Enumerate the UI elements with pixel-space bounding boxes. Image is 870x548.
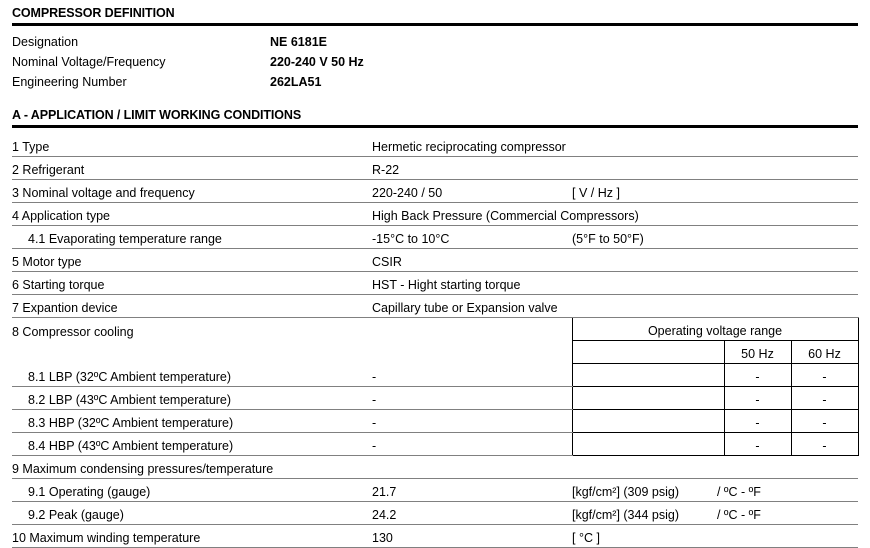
spec-label: 8.2 LBP (43ºC Ambient temperature) [12, 387, 372, 410]
spec-label: 8 Compressor cooling [12, 324, 134, 339]
spec-value [372, 456, 858, 479]
table-row [12, 157, 858, 180]
definition-label: Designation [12, 35, 79, 49]
section-title-compressor-definition: COMPRESSOR DEFINITION [12, 6, 175, 20]
table-row [12, 387, 858, 410]
table-row [12, 295, 858, 318]
spec-value: 130 [372, 525, 572, 548]
definition-label: Nominal Voltage/Frequency [12, 55, 166, 69]
spec-unit: [ °C ] [572, 525, 858, 548]
definition-value: NE 6181E [270, 35, 327, 49]
definition-row [12, 72, 858, 92]
spec-label: 4.1 Evaporating temperature range [12, 226, 372, 249]
spec-unit: [kgf/cm²] (309 psig) [572, 485, 679, 499]
table-row [12, 479, 858, 502]
table-row [12, 502, 858, 525]
spec-label: 10 Maximum winding temperature [12, 525, 372, 548]
spec-label: 8.4 HBP (43ºC Ambient temperature) [12, 433, 372, 456]
spec-label: 9 Maximum condensing pressures/temperature [12, 456, 372, 479]
table-row [12, 134, 858, 157]
spacer-cell [572, 433, 724, 456]
spec-unit: [ V / Hz ] [572, 180, 858, 203]
cooling-value-60hz: - [791, 387, 858, 410]
spec-value: 21.7 [372, 479, 572, 502]
definition-value: 220-240 V 50 Hz [270, 55, 364, 69]
spec-value: 220-240 / 50 [372, 180, 572, 203]
spec-value: High Back Pressure (Commercial Compressors) [372, 203, 858, 226]
definition-table [12, 32, 858, 92]
spec-unit-group [572, 479, 858, 502]
table-row [12, 226, 858, 249]
spec-value: -15°C to 10°C [372, 226, 572, 249]
table-row [12, 180, 858, 203]
spec-unit-temperature: / ºC - ºF [716, 508, 761, 522]
spec-label: 7 Expantion device [12, 295, 372, 318]
cooling-group-header: Operating voltage range [572, 318, 858, 341]
spec-label: 3 Nominal voltage and frequency [12, 180, 372, 203]
spacer-cell [12, 341, 372, 364]
spec-value: - [372, 387, 572, 410]
column-header-60hz: 60 Hz [791, 341, 858, 364]
spec-value: Capillary tube or Expansion valve [372, 295, 858, 318]
spec-unit: (5°F to 50°F) [572, 226, 858, 249]
section-divider-top [12, 23, 858, 26]
spec-label: 9.2 Peak (gauge) [12, 502, 372, 525]
cooling-value-50hz: - [724, 387, 791, 410]
table-row [12, 433, 858, 456]
spec-value-empty [372, 318, 572, 341]
table-row [12, 525, 858, 548]
spec-value: HST - Hight starting torque [372, 272, 858, 295]
spec-label: 2 Refrigerant [12, 157, 372, 180]
spec-value: R-22 [372, 157, 858, 180]
section-title-application-limits: A - APPLICATION / LIMIT WORKING CONDITIONS [12, 108, 302, 122]
table-row [12, 364, 858, 387]
definition-label: Engineering Number [12, 75, 127, 89]
definition-value: 262LA51 [270, 75, 322, 89]
spacer-cell [572, 410, 724, 433]
spec-value: - [372, 364, 572, 387]
spec-value: Hermetic reciprocating compressor [372, 134, 858, 157]
table-row-cooling-subheader [12, 341, 858, 364]
spec-value: - [372, 433, 572, 456]
table-row [12, 203, 858, 226]
spec-unit: [kgf/cm²] (344 psig) [572, 508, 679, 522]
table-row-compressor-cooling [12, 318, 858, 341]
section-divider-application [12, 125, 858, 128]
spec-label: 8.1 LBP (32ºC Ambient temperature) [12, 364, 372, 387]
definition-row [12, 32, 858, 52]
spec-label: 9.1 Operating (gauge) [12, 479, 372, 502]
spacer [12, 92, 858, 102]
spec-value: 24.2 [372, 502, 572, 525]
spacer-cell [572, 364, 724, 387]
table-row [12, 272, 858, 295]
spec-value: - [372, 410, 572, 433]
cooling-value-50hz: - [724, 364, 791, 387]
cooling-value-50hz: - [724, 433, 791, 456]
cooling-value-60hz: - [791, 364, 858, 387]
column-header-50hz: 50 Hz [724, 341, 791, 364]
spec-label: 4 Application type [12, 203, 372, 226]
table-row [12, 456, 858, 479]
spec-label: 6 Starting torque [12, 272, 372, 295]
spec-label: 5 Motor type [12, 249, 372, 272]
spec-label: 1 Type [12, 134, 372, 157]
spec-label: 8.3 HBP (32ºC Ambient temperature) [12, 410, 372, 433]
spacer-cell [572, 341, 724, 364]
specification-table [12, 134, 859, 548]
spec-unit-temperature: / ºC - ºF [716, 485, 761, 499]
spacer-cell [572, 387, 724, 410]
cooling-value-50hz: - [724, 410, 791, 433]
table-row [12, 249, 858, 272]
spec-value: CSIR [372, 249, 858, 272]
spacer-cell [372, 341, 572, 364]
table-row [12, 410, 858, 433]
spec-unit-group [572, 502, 858, 525]
cooling-value-60hz: - [791, 410, 858, 433]
definition-row [12, 52, 858, 72]
cooling-value-60hz: - [791, 433, 858, 456]
